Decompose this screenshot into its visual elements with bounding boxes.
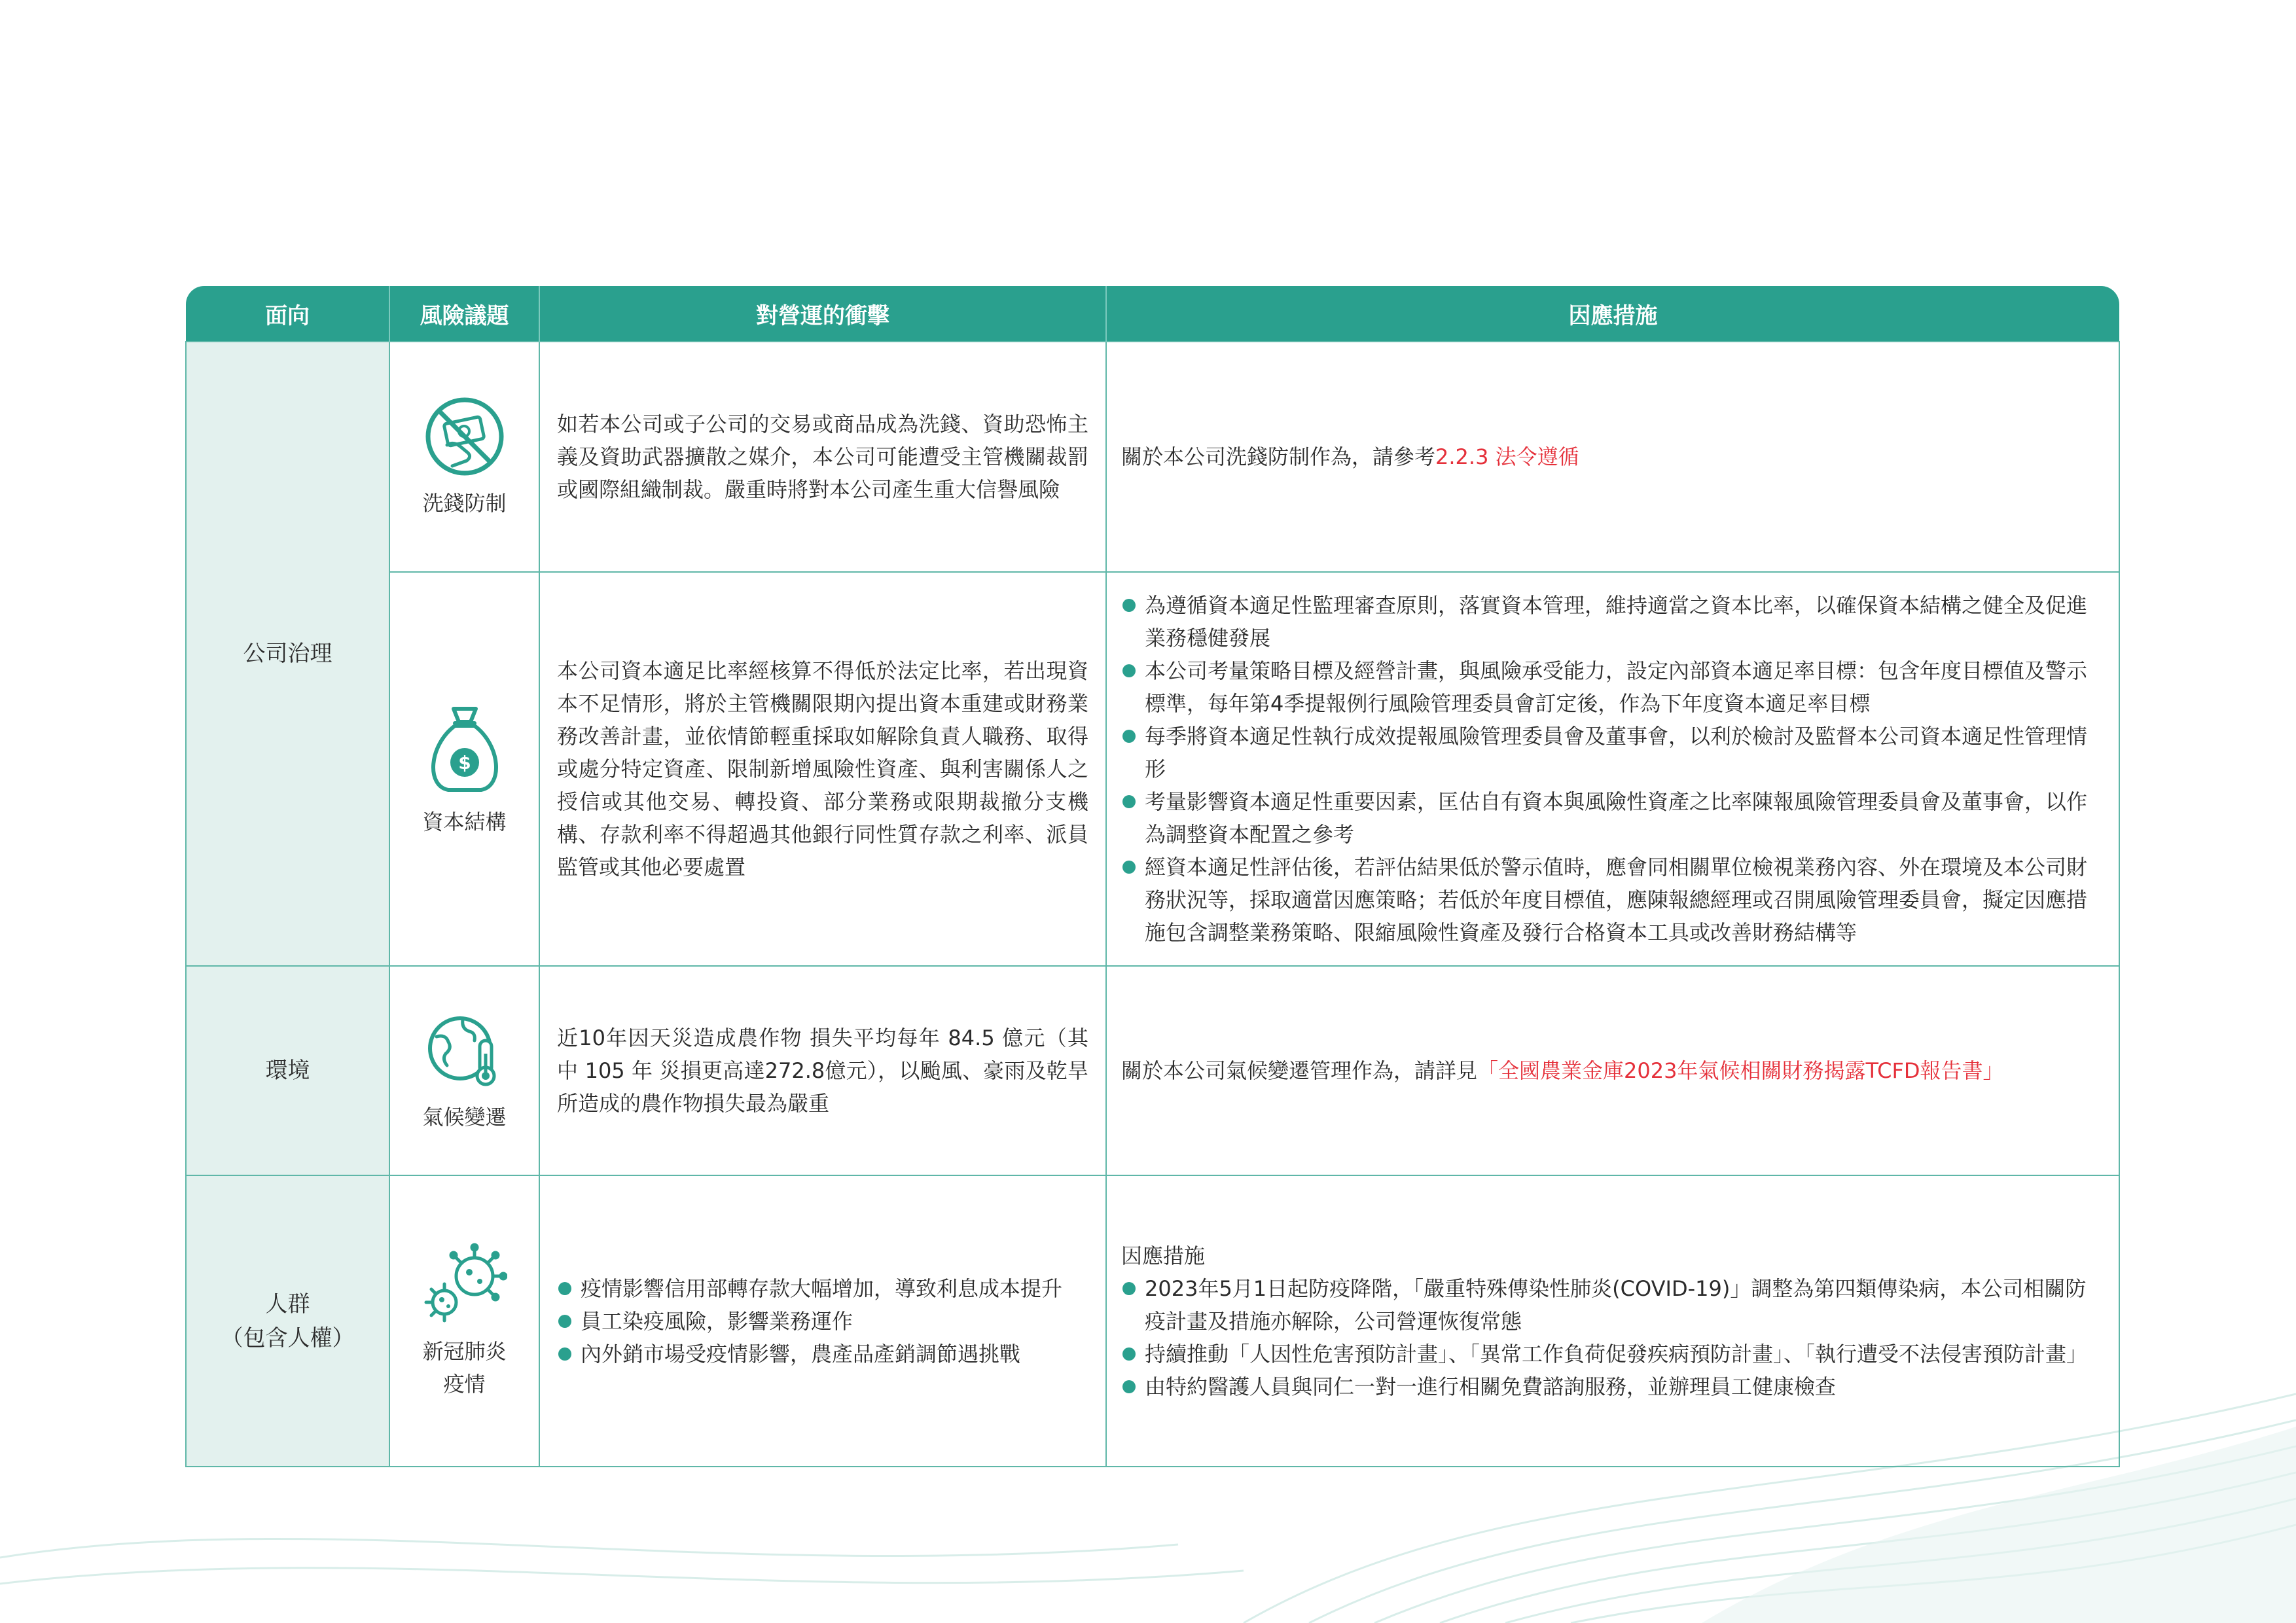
aspect-environment: 環境 [186, 966, 389, 1175]
topic-label: 洗錢防制 [422, 491, 507, 516]
header-measures: 因應措施 [1106, 286, 2119, 342]
climate-change-icon [422, 1008, 507, 1093]
list-item: 由特約醫護人員與同仁一對一進行相關免費諮詢服務，並辦理員工健康檢查 [1121, 1370, 2103, 1403]
impact-cell: 本公司資本適足比率經核算不得低於法定比率，若出現資本不足情形，將於主管機關限期內提出資本重建或財務業務改善計畫，並依情節輕重採取如解除負責人職務、取得或處分特定資產、限制新增風險性資產、與利害關係人之授信或其他交易、轉投資、部分業務或限期裁撤分支機構、存款利率不得超過其他銀行同性質存款之利率、派員監管或其他必要處置 [539, 572, 1106, 966]
table-row [186, 966, 2119, 1175]
list-item: 為遵循資本適足性監理審查原則，落實資本管理，維持適當之資本比率，以確保資本結構之健全及促進業務穩健發展 [1121, 589, 2103, 654]
list-item: 2023年5月1日起防疫降階，「嚴重特殊傳染性肺炎(COVID-19)」調整為第四類傳染病，本公司相關防疫計畫及措施亦解除，公司營運恢復常態 [1121, 1272, 2103, 1338]
measure-cell [1106, 572, 2119, 966]
tcfd-report-link[interactable]: 「全國農業金庫2023年氣候相關財務揭露TCFD報告書」 [1477, 1058, 2004, 1083]
measure-list [1121, 589, 2103, 949]
list-item: 考量影響資本適足性重要因素，匡估自有資本與風險性資產之比率陳報風險管理委員會及董事會，以作為調整資本配置之參考 [1121, 785, 2103, 851]
svg-text:$: $ [457, 752, 471, 774]
risk-table [185, 286, 2120, 1467]
list-item: 經資本適足性評估後，若評估結果低於警示值時，應會同相關單位檢視業務內容、外在環境及本公司財務狀況等，採取適當因應策略；若低於年度目標值，應陳報總經理或召開風險管理委員會，擬定因應措施包含調整業務策略、限縮風險性資產及發行合格資本工具或改善財務結構等 [1121, 851, 2103, 949]
list-item: 本公司考量策略目標及經營計畫，與風險承受能力，設定內部資本適足率目標：包含年度目標值及警示標準，每年第4季提報例行風險管理委員會訂定後，作為下年度資本適足率目標 [1121, 654, 2103, 720]
impact-list [557, 1272, 1088, 1370]
header-impact: 對營運的衝擊 [539, 286, 1106, 342]
reference-link[interactable]: 2.2.3 法令遵循 [1435, 444, 1579, 469]
measure-list [1121, 1272, 2103, 1403]
money-bag-icon [422, 700, 507, 798]
measure-title: 因應措施 [1121, 1243, 1206, 1268]
list-item: 每季將資本適足性執行成效提報風險管理委員會及董事會，以利於檢討及監督本公司資本適足性管理情形 [1121, 720, 2103, 785]
list-item: 員工染疫風險，影響業務運作 [557, 1305, 1088, 1338]
table-header-row [186, 286, 2119, 342]
topic-cell [389, 1175, 539, 1467]
header-risk-topic: 風險議題 [389, 286, 539, 342]
topic-label: 資本結構 [422, 810, 507, 834]
aspect-governance: 公司治理 [186, 342, 389, 966]
topic-cell [389, 342, 539, 572]
topic-label-line1: 新冠肺炎 [422, 1338, 507, 1364]
list-item: 持續推動「人因性危害預防計畫」、「異常工作負荷促發疾病預防計畫」、「執行遭受不法侵害預防計畫」 [1121, 1338, 2103, 1370]
header-aspect: 面向 [186, 286, 389, 342]
topic-cell [389, 966, 539, 1175]
topic-label: 氣候變遷 [422, 1105, 507, 1130]
measure-cell: 關於本公司洗錢防制作為，請參考2.2.3 法令遵循 [1106, 342, 2119, 572]
measure-cell [1106, 1175, 2119, 1467]
risk-table-container [185, 286, 2119, 1467]
virus-icon [422, 1242, 507, 1327]
list-item: 內外銷市場受疫情影響，農產品產銷調節遇挑戰 [557, 1338, 1088, 1370]
impact-cell: 近10年因天災造成農作物 損失平均每年 84.5 億元（其中 105 年 災損更高達272.8億元），以颱風、豪雨及乾旱所造成的農作物損失最為嚴重 [539, 966, 1106, 1175]
list-item: 疫情影響信用部轉存款大幅增加，導致利息成本提升 [557, 1272, 1088, 1305]
aspect-people: 人群 （包含人權） [186, 1175, 389, 1467]
table-row [186, 572, 2119, 966]
topic-label-line2: 疫情 [443, 1371, 486, 1397]
impact-cell [539, 1175, 1106, 1467]
table-row [186, 342, 2119, 572]
table-row [186, 1175, 2119, 1467]
impact-cell: 如若本公司或子公司的交易或商品成為洗錢、資助恐怖主義及資助武器擴散之媒介，本公司可能遭受主管機關裁罰或國際組織制裁。嚴重時將對本公司產生重大信譽風險 [539, 342, 1106, 572]
no-money-laundering-icon [422, 394, 507, 479]
measure-cell: 關於本公司氣候變遷管理作為，請詳見「全國農業金庫2023年氣候相關財務揭露TCFD報告書」 [1106, 966, 2119, 1175]
topic-cell [389, 572, 539, 966]
